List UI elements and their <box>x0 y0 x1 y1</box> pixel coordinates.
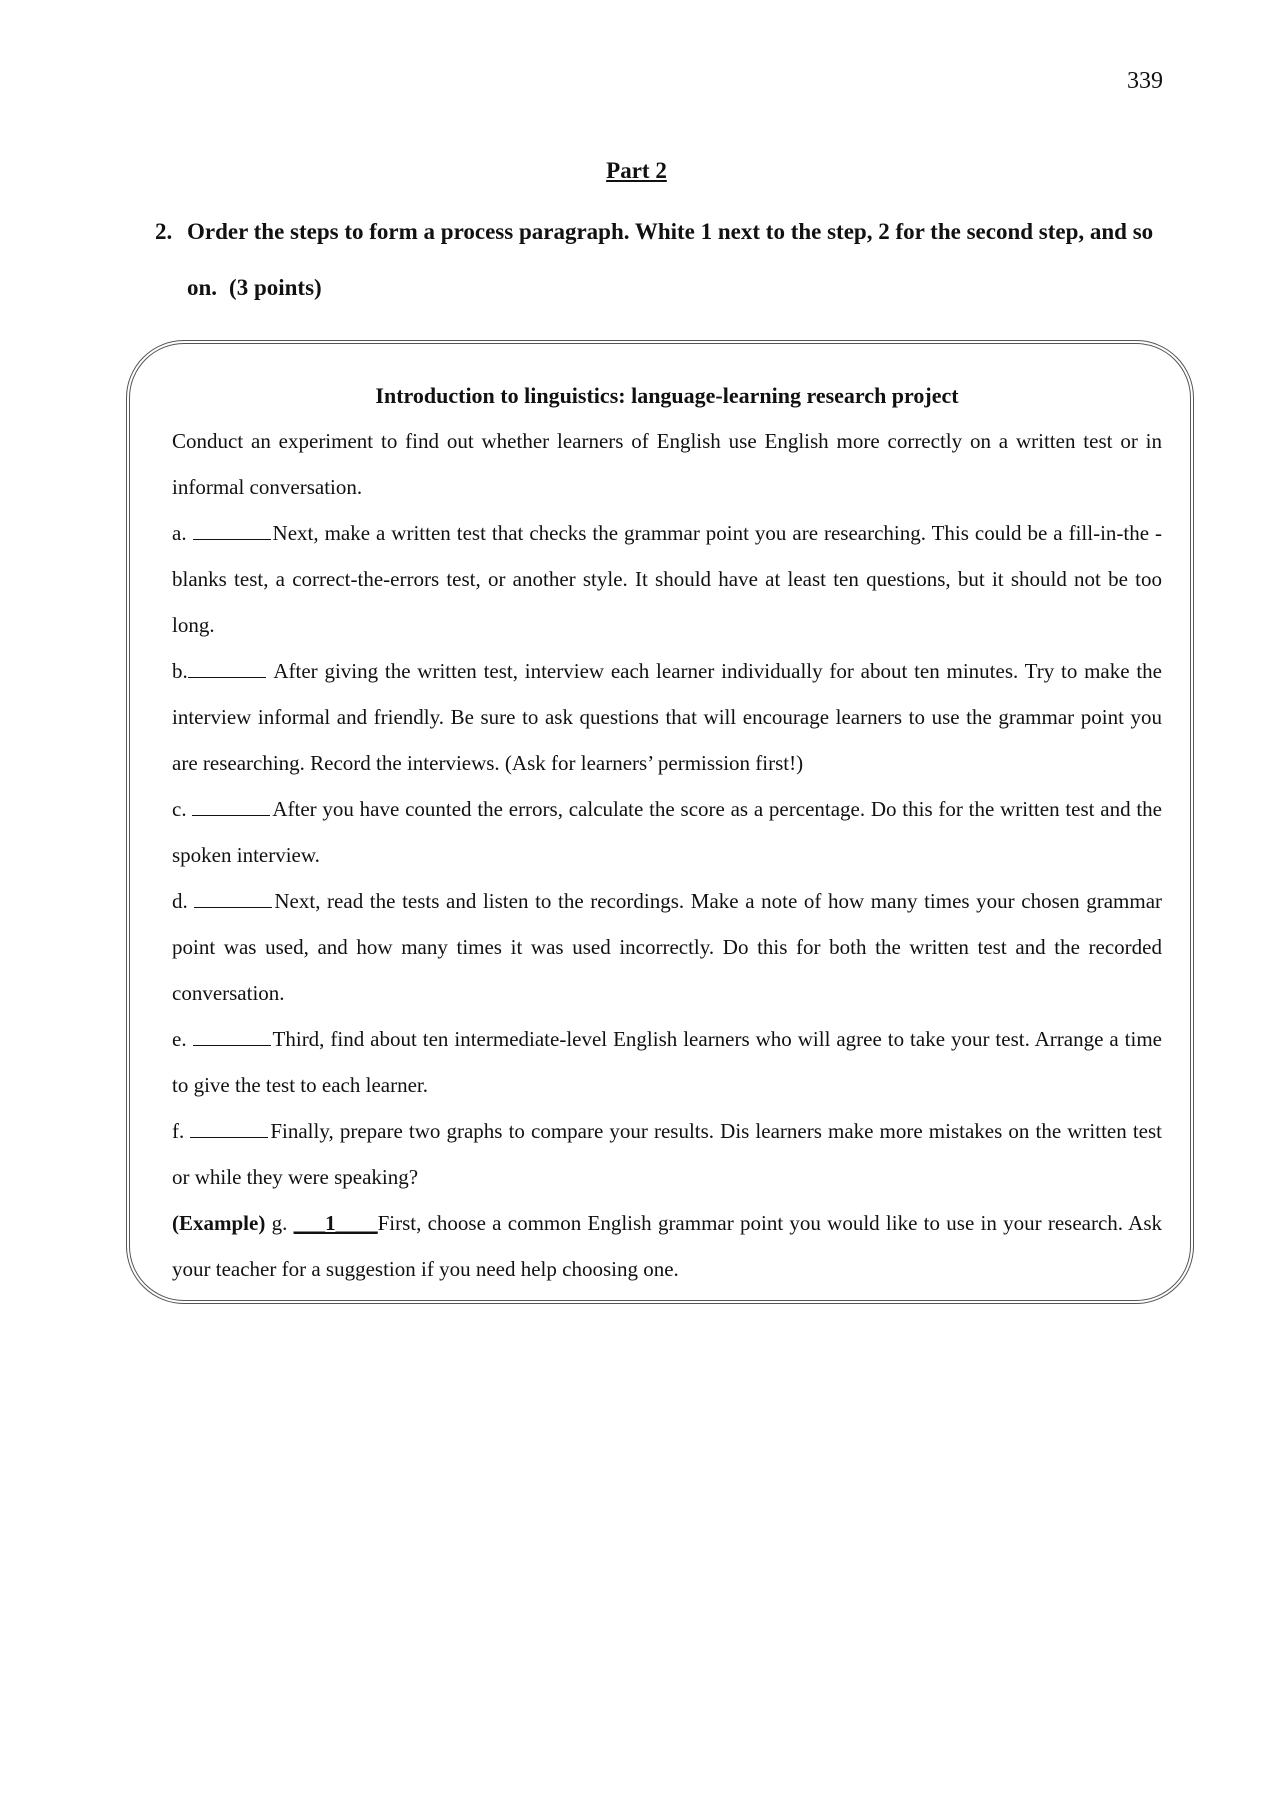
step-text: Next, read the tests and listen to the recordings. Make a note of how many times your chosen grammar point was used, and how many times it was used incorrectly. Do this for both the written test and the recorded conversation. <box>172 889 1163 1005</box>
step-label: d. <box>172 889 195 913</box>
step-item-d <box>172 878 1162 1016</box>
question-text: Order the steps to form a process paragraph. White 1 next to the step, 2 for the second step, and so <box>187 219 1154 244</box>
step-label: f. <box>172 1119 191 1143</box>
step-item-a <box>172 510 1162 648</box>
question-line-1 <box>155 204 1165 260</box>
question-instruction <box>155 204 1165 316</box>
step-label: e. <box>172 1027 193 1051</box>
step-text: Third, find about ten intermediate-level English learners who will agree to take your test. Arrange a time to give the test to each learner. <box>172 1027 1162 1097</box>
exercise-title: Introduction to linguistics: language-learning research project <box>375 383 959 408</box>
question-number: 2. <box>155 219 173 244</box>
answer-blank[interactable] <box>193 521 271 540</box>
example-answer: ___1____ <box>293 1211 378 1235</box>
step-item-c <box>172 786 1162 878</box>
answer-blank[interactable] <box>192 797 270 816</box>
step-item-b <box>172 648 1162 786</box>
step-text: After you have counted the errors, calculate the score as a percentage. Do this for the written test and the spoken interview. <box>172 797 1162 867</box>
step-label: a. <box>172 521 193 545</box>
step-item-f <box>172 1108 1162 1200</box>
example-label: (Example) <box>172 1211 266 1235</box>
step-text: Next, make a written test that checks the grammar point you are researching. This could be a fill-in-the -blanks test, a correct-the-errors test, or another style. It should have at least ten questions, but it should not be too long. <box>172 521 1163 637</box>
page-number: 339 <box>1127 68 1163 94</box>
step-label: c. <box>172 797 193 821</box>
step-item-example <box>172 1200 1162 1292</box>
question-line-2 <box>155 260 1165 316</box>
question-points: (3 points) <box>229 275 322 300</box>
answer-blank[interactable] <box>194 889 272 908</box>
exercise-intro: Conduct an experiment to find out whether learners of English use English more correctly on a written test or in informal conversation. <box>172 429 1162 499</box>
exercise-content <box>172 378 1162 1292</box>
step-text: Finally, prepare two graphs to compare your results. Dis learners make more mistakes on the written test or while they were speaking? <box>172 1119 1162 1189</box>
question-text-continued: on. <box>187 275 218 300</box>
example-text: First, choose a common English grammar point you would like to use in your research. Ask your teacher for a suggestion if you need help choosing one. <box>172 1211 1162 1281</box>
part-heading: Part 2 <box>606 158 667 183</box>
step-text: After giving the written test, interview each learner individually for about ten minutes. Try to make the interview informal and friendly. Be sure to ask questions that will encourage learners to use the grammar point you are researching. Record the interviews. (Ask for learners’ permission first!) <box>172 659 1162 775</box>
example-letter: g. <box>265 1211 294 1235</box>
answer-blank[interactable] <box>188 659 266 678</box>
answer-blank[interactable] <box>193 1027 271 1046</box>
step-label: b. <box>172 659 188 683</box>
answer-blank[interactable] <box>190 1119 268 1138</box>
step-item-e <box>172 1016 1162 1108</box>
